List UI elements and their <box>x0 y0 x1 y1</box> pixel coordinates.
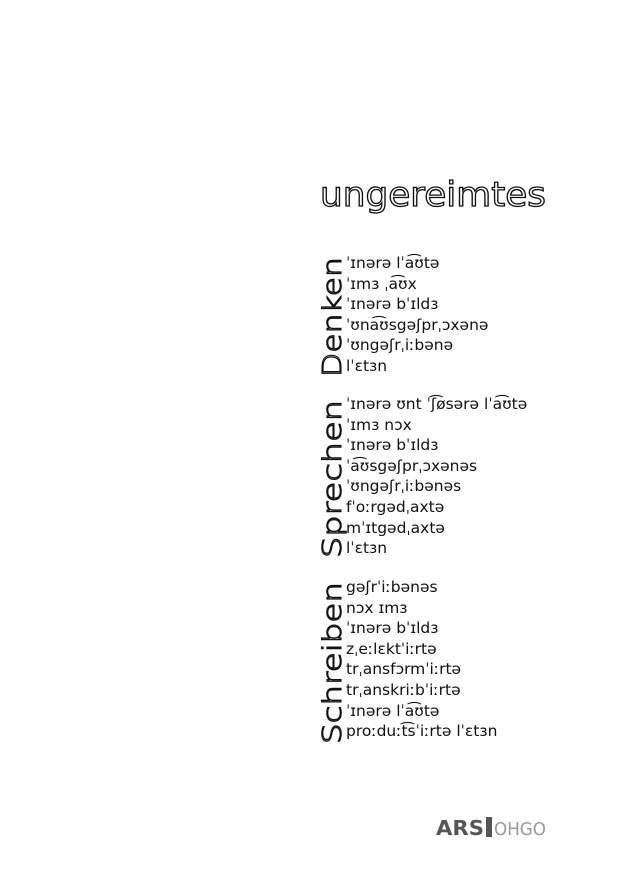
text-line: mˈɪtgədˌaxtə <box>346 518 445 537</box>
text-line: ˈʊna͡ʊsgəʃprˌɔxənə <box>346 315 489 334</box>
text-line: ˈɪnərə bˈɪldɜ <box>346 619 439 638</box>
text-line: ˈɪnərə ʊnt ˈʃ͡øsərə lˈa͡ʊtə <box>346 395 528 413</box>
text-line: ˈa͡ʊsgəʃprˌɔxənəs <box>346 456 478 475</box>
text-line: proːduːt͡sˈiːrtə lˈɛtɜn <box>346 722 498 741</box>
text-line: nɔx ɪmɜ <box>346 598 408 617</box>
text-line: trˌansfɔrmˈiːrtə <box>346 660 462 679</box>
publisher-logo-divider <box>486 817 492 837</box>
section-lines-denken <box>346 253 488 377</box>
text-line: gəʃrˈiːbənəs <box>346 578 438 596</box>
section-lines-sprechen <box>346 394 527 559</box>
text-line: trˌanskriːbˈiːrtə <box>346 680 461 699</box>
publisher-logo-right: OHGO <box>494 819 546 840</box>
text-line: ˈʊngəʃrˌiːbənəs <box>346 477 462 496</box>
section-label-sprechen <box>318 398 348 558</box>
text-line: ˈɪnərə bˈɪldɜ <box>346 436 439 455</box>
text-line: lˈɛtɜn <box>346 539 388 558</box>
section-label-denken-text: Denken <box>318 277 348 377</box>
section-label-schreiben <box>318 580 348 744</box>
page-title <box>318 174 548 218</box>
text-line: ˈɪnərə bˈɪldɜ <box>346 295 439 314</box>
section-lines-schreiben <box>346 577 497 742</box>
page-title-text: ungereimtes <box>320 175 546 215</box>
section-label-denken <box>318 255 348 377</box>
publisher-logo <box>436 814 548 840</box>
text-line: ˈɪmɜ ˌa͡ʊx <box>346 274 417 293</box>
text-line: lˈɛtɜn <box>346 356 388 375</box>
section-label-sprechen-text: Sprechen <box>318 435 348 558</box>
text-line: ˈʊngəʃrˌiːbənə <box>346 336 454 355</box>
text-line: ˈɪnərə lˈa͡ʊtə <box>346 254 440 272</box>
section-label-schreiben-text: Schreiben <box>318 614 348 744</box>
text-line: ˈɪnərə lˈa͡ʊtə <box>346 701 440 720</box>
text-line: ˈɪmɜ nɔx <box>346 415 412 434</box>
publisher-logo-left: ARS <box>436 816 484 840</box>
text-line: zˌeːlɛktˈiːrtə <box>346 639 437 658</box>
text-line: fˈoːrgədˌaxtə <box>346 497 445 516</box>
